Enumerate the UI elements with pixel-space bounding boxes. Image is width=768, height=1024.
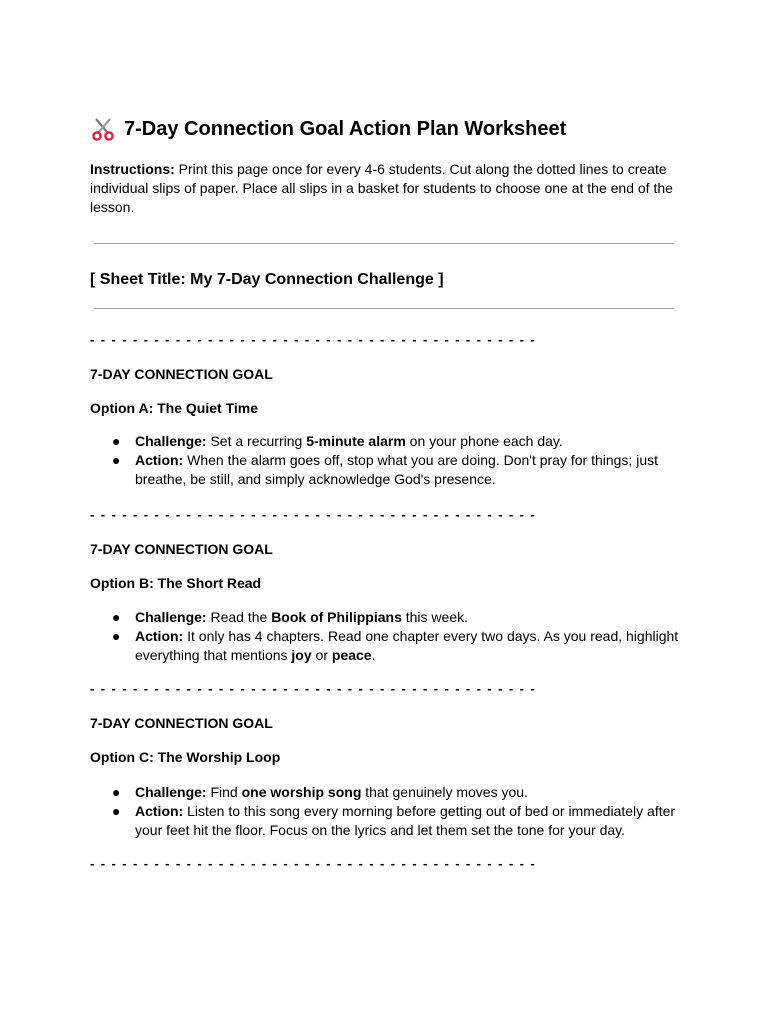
goal-heading: 7-DAY CONNECTION GOAL — [90, 541, 273, 557]
action-text: Listen to this song every morning before getting out of bed or immediately after your feet hit the floor. Focus on the lyrics and let them set the tone for your day. — [135, 803, 676, 838]
action-text: It only has 4 chapters. Read one chapter every two days. As you read, highlight everything that mentions — [135, 628, 679, 663]
cut-line: - - - - - - - - - - - - - - - - - - - - - - - - - - - - - - - - - - - - - - - - - - — [90, 856, 537, 871]
divider-bottom — [94, 308, 674, 309]
option-c-list — [90, 783, 680, 840]
challenge-emphasis: one worship song — [241, 784, 362, 800]
challenge-text: Read the — [206, 609, 272, 625]
challenge-text-end: that genuinely moves you. — [361, 784, 528, 800]
action-label: Action: — [135, 628, 184, 644]
challenge-label: Challenge: — [135, 784, 207, 800]
action-emphasis-joy: joy — [291, 647, 312, 663]
challenge-emphasis: 5-minute alarm — [306, 433, 406, 449]
list-item — [90, 608, 680, 627]
option-b-list — [90, 608, 680, 665]
goal-heading: 7-DAY CONNECTION GOAL — [90, 715, 273, 731]
option-title: Option C: The Worship Loop — [90, 749, 281, 765]
challenge-label: Challenge: — [135, 609, 207, 625]
bullet-icon: ● — [112, 628, 121, 644]
goal-heading: 7-DAY CONNECTION GOAL — [90, 366, 273, 382]
cut-line: - - - - - - - - - - - - - - - - - - - - - - - - - - - - - - - - - - - - - - - - - - — [90, 681, 537, 696]
challenge-text-end: this week. — [401, 609, 468, 625]
action-text: When the alarm goes off, stop what you are doing. Don't pray for things; just breathe, be still, and simply acknowledge God's presence. — [135, 452, 659, 487]
action-text-end: . — [371, 647, 376, 663]
bullet-icon: ● — [112, 784, 121, 800]
scissors-icon — [90, 116, 116, 142]
list-item — [90, 802, 680, 840]
instructions-text: Print this page once for every 4-6 students. Cut along the dotted lines to create individual slips of paper. Place all slips in a basket for students to choose one at the end of the lesson. — [90, 161, 673, 215]
list-item — [90, 627, 680, 665]
list-item — [90, 451, 680, 489]
page-title: 7-Day Connection Goal Action Plan Worksheet — [124, 118, 567, 140]
sheet-title: [ Sheet Title: My 7-Day Connection Challenge ] — [90, 271, 444, 288]
challenge-label: Challenge: — [135, 433, 207, 449]
option-title: Option B: The Short Read — [90, 575, 262, 591]
challenge-text: Set a recurring — [206, 433, 307, 449]
bullet-icon: ● — [112, 433, 121, 449]
bullet-icon: ● — [112, 803, 121, 819]
action-label: Action: — [135, 803, 184, 819]
cut-line: - - - - - - - - - - - - - - - - - - - - - - - - - - - - - - - - - - - - - - - - - - — [90, 332, 537, 347]
bullet-icon: ● — [112, 452, 121, 468]
action-text-mid: or — [311, 647, 332, 663]
list-item — [90, 783, 680, 802]
option-a-list — [90, 432, 680, 489]
action-label: Action: — [135, 452, 184, 468]
option-title: Option A: The Quiet Time — [90, 400, 258, 416]
instructions-paragraph — [90, 160, 675, 217]
list-item — [90, 432, 680, 451]
title-row — [90, 116, 566, 142]
cut-line: - - - - - - - - - - - - - - - - - - - - - - - - - - - - - - - - - - - - - - - - - - — [90, 507, 537, 522]
instructions-label: Instructions: — [90, 161, 175, 177]
challenge-text: Find — [206, 784, 242, 800]
challenge-text-end: on your phone each day. — [405, 433, 563, 449]
action-emphasis-peace: peace — [331, 647, 372, 663]
bullet-icon: ● — [112, 609, 121, 625]
challenge-emphasis: Book of Philippians — [271, 609, 402, 625]
divider-top — [94, 243, 674, 244]
